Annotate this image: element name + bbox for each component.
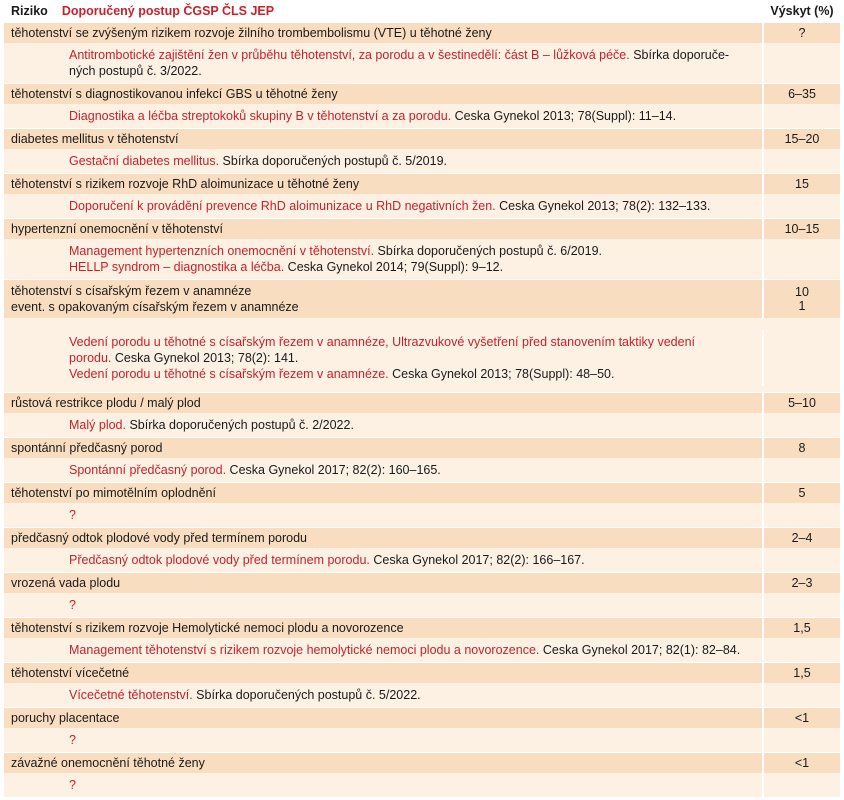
guideline-row — [4, 638, 840, 662]
risk-row — [4, 527, 840, 548]
guideline-text — [4, 548, 762, 572]
guideline-text — [4, 43, 762, 83]
risk-label: těhotenství s rizikem rozvoje RhD aloimunizace u těhotné ženy — [11, 177, 360, 191]
guideline-text — [4, 149, 762, 173]
risk-row — [4, 482, 840, 503]
risk-row — [4, 218, 840, 239]
header-vyskyt: Výskyt (%) — [762, 0, 840, 22]
risk-row — [4, 437, 840, 458]
guideline-source: Ceska Gynekol 2013; 78(2): 132–133. — [495, 199, 711, 213]
guideline-source: Ceska Gynekol 2017; 82(2): 160–165. — [226, 463, 441, 477]
guideline-source: Ceska Gynekol 2013; 78(2): 141. — [111, 351, 299, 365]
guideline-title: Antitrombotické zajištění žen v průběhu těhotenství, za porodu a v šestinedělí: část B – lůžková péče. — [69, 48, 630, 62]
risk-label: diabetes mellitus v těhotenství — [11, 132, 179, 146]
risk-value: 15 — [762, 174, 840, 194]
guideline-text — [4, 194, 762, 218]
guideline-title: HELLP syndrom – diagnostika a léčba. — [69, 260, 285, 274]
guideline-row — [4, 149, 840, 173]
guideline-title: Diagnostika a léčba streptokoků skupiny B v těhotenství a za porodu. — [69, 109, 452, 123]
guideline-unknown: ? — [69, 598, 76, 612]
guideline-text — [4, 503, 762, 527]
risk-row — [4, 392, 840, 413]
guideline-title: Vedení porodu u těhotné s císařským řezem v anamnéze, Ultrazvukové vyšetření před stanovením taktiky vedení — [69, 335, 696, 349]
guideline-source: Ceska Gynekol 2017; 82(2): 166–167. — [369, 553, 585, 567]
guideline-title: Spontánní předčasný porod. — [69, 463, 227, 477]
guideline-source: Sbírka doporučených postupů č. 5/2019. — [219, 154, 448, 168]
risk-label: těhotenství s rizikem rozvoje Hemolytické nemoci plodu a novorozence — [11, 621, 404, 635]
guideline-row — [4, 318, 840, 392]
risk-label-secondary: event. s opakovaným císařským řezem v anamnéze — [11, 300, 299, 314]
risk-value: 1,5 — [762, 618, 840, 638]
guideline-text — [4, 104, 762, 128]
guideline-text — [4, 330, 762, 386]
risk-row — [4, 279, 840, 318]
risk-label: těhotenství po mimotělním oplodnění — [11, 486, 216, 500]
guideline-text — [4, 638, 762, 662]
guideline-row — [4, 728, 840, 752]
guideline-text — [4, 593, 762, 617]
risk-value: 2–3 — [762, 573, 840, 593]
guideline-source: Ceska Gynekol 2013; 78(Suppl): 48–50. — [388, 367, 615, 381]
risk-value: 6–35 — [762, 84, 840, 104]
risk-row — [4, 617, 840, 638]
guideline-source: Sbírka doporučených postupů č. 6/2019. — [374, 244, 602, 258]
risk-row — [4, 128, 840, 149]
guideline-unknown: ? — [69, 508, 76, 522]
guideline-title: Gestační diabetes mellitus. — [69, 154, 220, 168]
risk-value: 2–4 — [762, 528, 840, 548]
risk-label: hypertenzní onemocnění v těhotenství — [11, 222, 223, 236]
guideline-source: Sbírka doporuče- — [629, 48, 730, 62]
risk-label: růstová restrikce plodu / malý plod — [11, 396, 201, 410]
risk-label: vrozená vada plodu — [11, 576, 121, 590]
guideline-source-cont: ných postupů č. 3/2022. — [69, 64, 202, 78]
guideline-row — [4, 413, 840, 437]
guideline-title: Doporučení k provádění prevence RhD aloimunizace u RhD negativních žen. — [69, 199, 496, 213]
risk-label: těhotenství s diagnostikovanou infekcí GBS u těhotné ženy — [11, 87, 338, 101]
risk-value: ? — [762, 23, 840, 43]
guideline-text — [4, 239, 762, 279]
guideline-unknown: ? — [69, 733, 76, 747]
risk-value: <1 — [762, 708, 840, 728]
risk-label: poruchy placentace — [11, 711, 120, 725]
header-postup: Doporučený postup ČGSP ČLS JEP — [61, 4, 275, 18]
risk-value: <1 — [762, 753, 840, 773]
guideline-text — [4, 413, 762, 437]
guideline-row — [4, 683, 840, 707]
risk-row — [4, 707, 840, 728]
guideline-row — [4, 503, 840, 527]
guideline-title: Vícečetné těhotenství. — [69, 688, 193, 702]
risk-table — [4, 0, 840, 797]
risk-label: závažné onemocnění těhotné ženy — [11, 756, 205, 770]
risk-label: těhotenství vícečetné — [11, 666, 130, 680]
guideline-source: Sbírka doporučených postupů č. 5/2022. — [192, 688, 421, 702]
guideline-source: Ceska Gynekol 2013; 78(Suppl): 11–14. — [451, 109, 677, 123]
guideline-row — [4, 194, 840, 218]
table-header — [4, 0, 840, 22]
guideline-source: Sbírka doporučených postupů č. 2/2022. — [125, 418, 354, 432]
header-riziko: Riziko — [11, 4, 48, 18]
guideline-title: Management hypertenzních onemocnění v těhotenství. — [69, 244, 375, 258]
risk-value: 1,5 — [762, 663, 840, 683]
risk-row — [4, 662, 840, 683]
guideline-row — [4, 593, 840, 617]
guideline-text — [4, 458, 762, 482]
guideline-title: Předčasný odtok plodové vody před termínem porodu. — [69, 553, 370, 567]
guideline-unknown: ? — [69, 778, 76, 792]
guideline-row — [4, 239, 840, 279]
guideline-text — [4, 683, 762, 707]
guideline-row — [4, 43, 840, 83]
risk-value: 8 — [762, 438, 840, 458]
guideline-row — [4, 773, 840, 797]
guideline-text — [4, 728, 762, 752]
risk-row — [4, 22, 840, 43]
guideline-title-cont: porodu. — [69, 351, 112, 365]
guideline-row — [4, 104, 840, 128]
risk-row — [4, 83, 840, 104]
guideline-title: Vedení porodu u těhotné s císařským řezem v anamnéze. — [69, 367, 389, 381]
risk-label: těhotenství s císařským řezem v anamnéze — [11, 284, 252, 298]
risk-value: 15–20 — [762, 129, 840, 149]
risk-label: těhotenství se zvýšeným rizikem rozvoje žilního trombembolismu (VTE) u těhotné ženy — [11, 26, 492, 40]
guideline-title: Management těhotenství s rizikem rozvoje hemolytické nemoci plodu a novorozence. — [69, 643, 540, 657]
risk-row — [4, 572, 840, 593]
guideline-text — [4, 773, 762, 797]
risk-label: spontánní předčasný porod — [11, 441, 163, 455]
risk-row — [4, 752, 840, 773]
guideline-source: Ceska Gynekol 2014; 79(Suppl): 9–12. — [284, 260, 504, 274]
risk-value: 10–15 — [762, 219, 840, 239]
risk-value: 5 — [762, 483, 840, 503]
risk-value-secondary: 1 — [798, 299, 806, 313]
guideline-row — [4, 548, 840, 572]
risk-value: 5–10 — [762, 393, 840, 413]
guideline-row — [4, 458, 840, 482]
risk-row — [4, 173, 840, 194]
guideline-source: Ceska Gynekol 2017; 82(1): 82–84. — [539, 643, 741, 657]
risk-value: 10 — [795, 285, 809, 299]
guideline-title: Malý plod. — [69, 418, 126, 432]
risk-label: předčasný odtok plodové vody před termínem porodu — [11, 531, 308, 545]
